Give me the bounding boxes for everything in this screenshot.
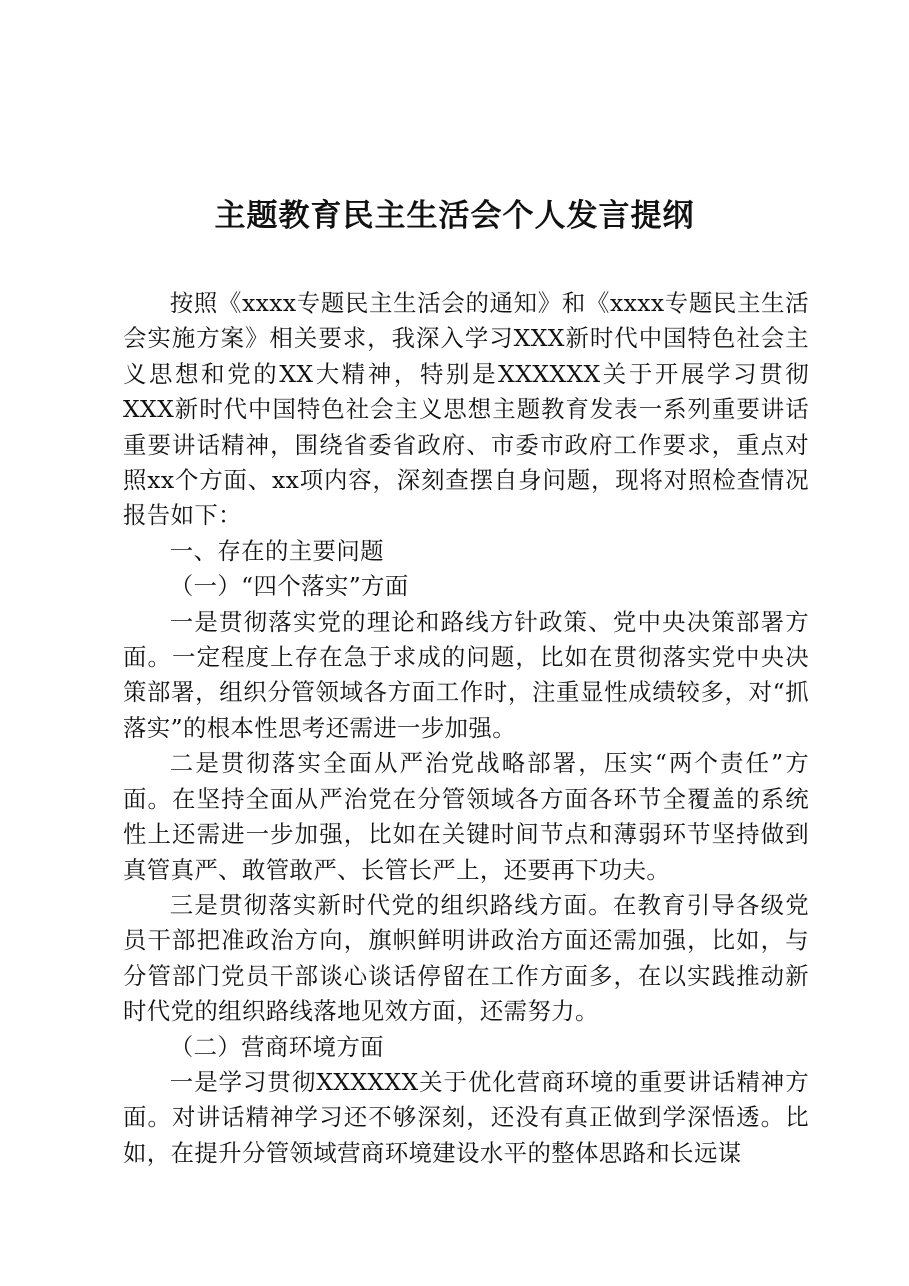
section-heading-problems: 一、存在的主要问题 xyxy=(169,536,384,565)
subsection-heading-four-implementations: （一）“四个落实”方面 xyxy=(169,572,409,601)
paragraph-item-one: 一是贯彻落实党的理论和路线方针政策、党中央决策部署方面。一定程度上存在急于求成的问题，比如在贯彻落实党中央决策部署，组织分管领域各方面工作时，注重显性成绩较多，对“抓落实”的根本性思考还需进一步加强。 xyxy=(123,607,809,742)
paragraph-item-three: 三是贯彻落实新时代党的组织路线方面。在教育引导各级党员干部把准政治方向，旗帜鲜明讲政治方面还需加强，比如，与分管部门党员干部谈心谈话停留在工作方面多，在以实践推动新时代党的组织路线落地见效方面，还需努力。 xyxy=(123,890,809,1026)
intro-paragraph: 按照《xxxx专题民主生活会的通知》和《xxxx专题民主生活会实施方案》相关要求，我深入学习XXX新时代中国特色社会主义思想和党的XX大精神，特别是XXXXXX关于开展学习贯彻XXX新时代中国特色社会主义思想主题教育发表一系列重要讲话重要讲话精神，围绕省委省政府、市委市政府工作要求，重点对照xx个方面、xx项内容，深刻查摆自身问题，现将对照检查情况报告如下： xyxy=(123,289,809,530)
document-body xyxy=(123,286,809,1171)
paragraph-business-item-one: 一是学习贯彻XXXXXX关于优化营商环境的重要讲话精神方面。对讲话精神学习还不够深刻，还没有真正做到学深悟透。比如，在提升分管领域营商环境建设水平的整体思路和长远谋 xyxy=(123,1067,809,1167)
paragraph-item-two: 二是贯彻落实全面从严治党战略部署，压实“两个责任”方面。在坚持全面从严治党在分管领域各方面各环节全覆盖的系统性上还需进一步加强，比如在关键时间节点和薄弱环节坚持做到真管真严、敢管敢严、长管长严上，还要再下功夫。 xyxy=(123,749,809,884)
subsection-heading-business-environment: （二）营商环境方面 xyxy=(169,1032,384,1061)
document-title: 主题教育民主生活会个人发言提纲 xyxy=(214,198,695,234)
